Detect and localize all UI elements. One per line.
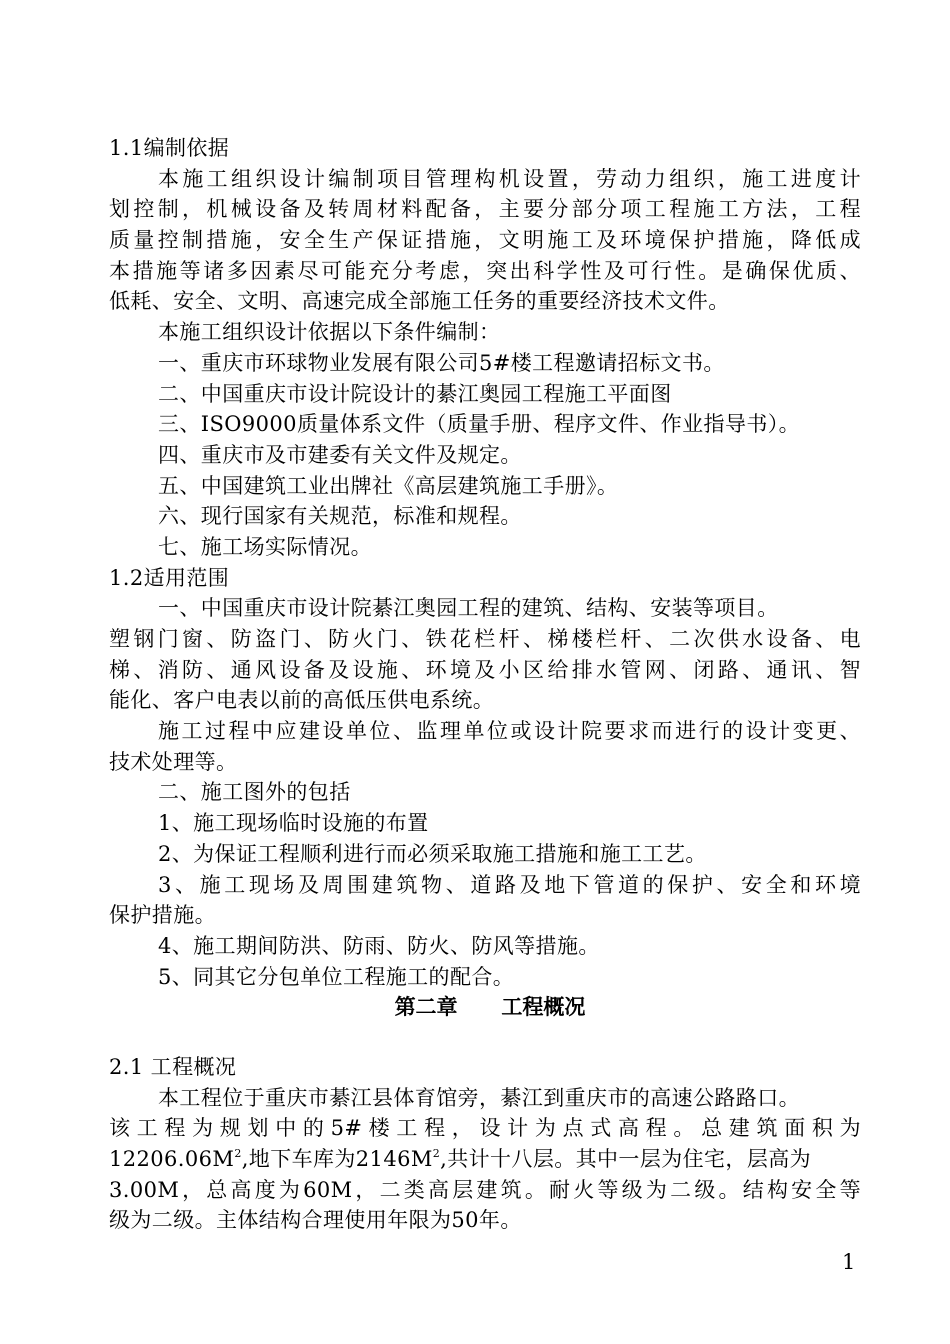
basis-item: 四、重庆市及市建委有关文件及规定。 <box>158 442 522 467</box>
text-run: ,地下车库为2146M <box>241 1147 433 1171</box>
scope-item: 3、施工现场及周围建筑物、道路及地下管道的保护、安全和环境 <box>158 872 861 897</box>
paragraph-line: 低耗、安全、文明、高速完成全部施工任务的重要经济技术文件。 <box>109 289 730 314</box>
paragraph-line: 级为二级。主体结构合理使用年限为50年。 <box>109 1208 522 1233</box>
page-number: 1 <box>842 1250 856 1274</box>
area-value: 12206.06M <box>109 1147 235 1171</box>
basis-item: 七、施工场实际情况。 <box>158 534 372 559</box>
spacer <box>109 1023 861 1052</box>
scope-item: 1、施工现场临时设施的布置 <box>158 811 429 836</box>
paragraph-line: 塑钢门窗、防盗门、防火门、铁花栏杆、梯楼栏杆、二次供水设备、电 <box>109 627 861 651</box>
paragraph-line: 本工程位于重庆市綦江县体育馆旁，綦江到重庆市的高速公路路口。 <box>158 1085 800 1110</box>
section-heading-2-1: 2.1 工程概况 <box>109 1054 237 1079</box>
paragraph-line: 3.00M，总高度为60M，二类高层建筑。耐火等级为二级。结构安全等 <box>109 1177 861 1202</box>
paragraph-line: 梯、消防、通风设备及设施、环境及小区给排水管网、闭路、通讯、智 <box>109 657 861 682</box>
section-heading-1-1: 1.1编制依据 <box>109 136 230 160</box>
scope-item: 5、同其它分包单位工程施工的配合。 <box>158 964 515 989</box>
superscript: 2 <box>432 1147 441 1160</box>
section-heading-1-2: 1.2适用范围 <box>109 565 230 590</box>
basis-item: 三、ISO9000质量体系文件（质量手册、程序文件、作业指导书）。 <box>158 412 801 437</box>
page-body <box>109 133 861 1236</box>
paragraph-line: 划控制，机械设备及转周材料配备，主要分部分项工程施工方法，工程 <box>109 197 861 222</box>
scope-item: 2、为保证工程顺利进行而必须采取施工措施和施工工艺。 <box>158 841 707 866</box>
paragraph-line: 技术处理等。 <box>109 749 238 774</box>
paragraph-line: 质量控制措施，安全生产保证措施，文明施工及环境保护措施，降低成 <box>109 228 861 253</box>
basis-item: 六、现行国家有关规范，标准和规程。 <box>158 504 522 529</box>
basis-item: 一、重庆市环球物业发展有限公司5#楼工程邀请招标文书。 <box>158 350 725 375</box>
basis-item: 五、中国建筑工业出牌社《高层建筑施工手册》。 <box>158 473 619 498</box>
paragraph-line: 能化、客户电表以前的高低压供电系统。 <box>109 688 495 713</box>
chapter-title: 第二章 工程概况 <box>394 995 586 1020</box>
scope-item: 保护措施。 <box>109 903 216 928</box>
paragraph-line: 施工过程中应建设单位、监理单位或设计院要求而进行的设计变更、 <box>158 719 861 744</box>
scope-item: 4、施工期间防洪、防雨、防火、防风等措施。 <box>158 933 600 958</box>
subsection-heading: 二、施工图外的包括 <box>158 780 351 805</box>
text-run: ,共计十八层。其中一层为住宅，层高为 <box>440 1147 812 1171</box>
paragraph-line <box>109 1144 861 1175</box>
basis-item: 二、中国重庆市设计院设计的綦江奥园工程施工平面图 <box>158 381 672 406</box>
paragraph-line: 本措施等诸多因素尽可能充分考虑，突出科学性及可行性。是确保优质、 <box>109 258 861 283</box>
superscript: 2 <box>234 1147 242 1160</box>
basis-intro: 本施工组织设计依据以下条件编制： <box>158 320 501 345</box>
paragraph-line: 一、中国重庆市设计院綦江奥园工程的建筑、结构、安装等项目。 <box>158 596 779 621</box>
paragraph-line: 本施工组织设计编制项目管理构机设置，劳动力组织，施工进度计 <box>158 166 861 191</box>
paragraph-line: 该工程为规划中的5#楼工程，设计为点式高程。总建筑面积为 <box>109 1116 861 1141</box>
